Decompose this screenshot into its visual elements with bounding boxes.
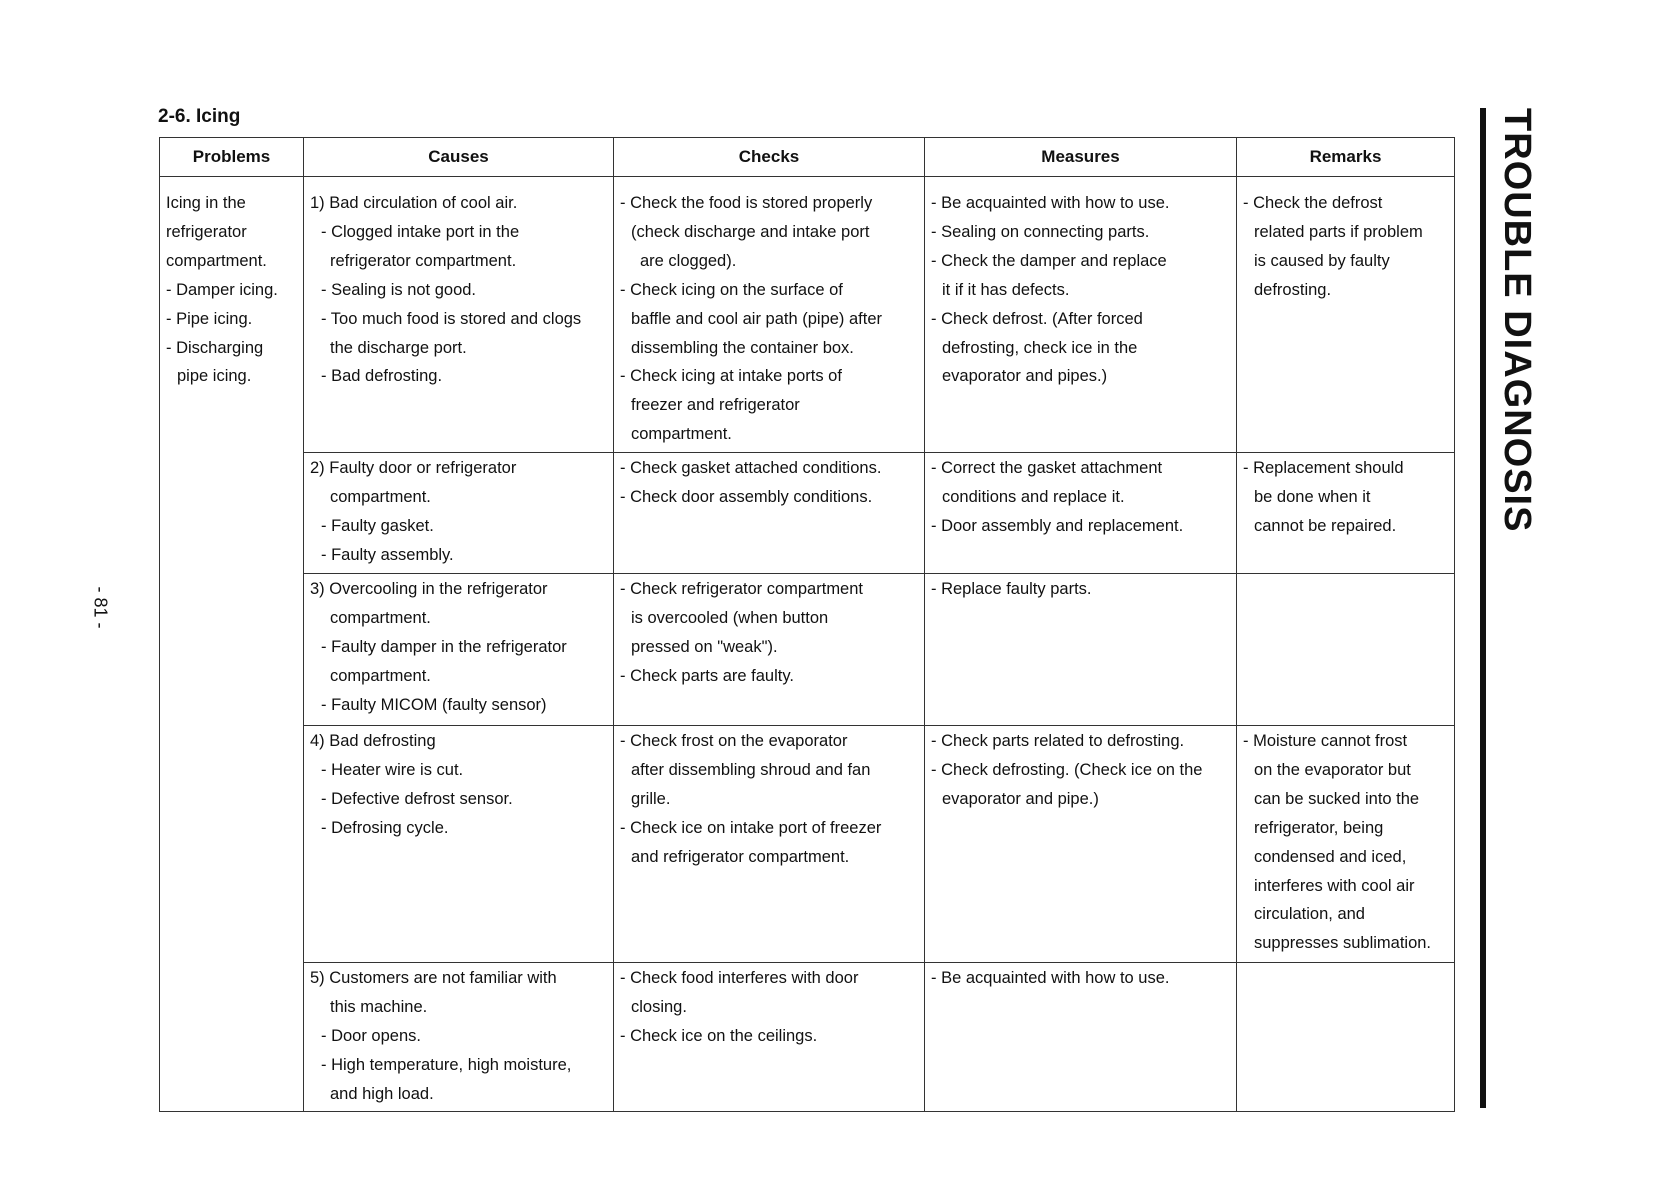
remarks-line: circulation, and	[1254, 905, 1365, 924]
causes-line: the discharge port.	[330, 338, 467, 357]
measures-cell	[925, 963, 1237, 1112]
side-tab	[1480, 108, 1550, 1108]
causes-line: - Heater wire is cut.	[321, 760, 464, 779]
measures-line: - Correct the gasket attachment	[931, 459, 1163, 477]
checks-line: - Check the food is stored properly	[620, 194, 873, 212]
header-problems: Problems	[160, 138, 304, 177]
remarks-line: - Replacement should	[1243, 459, 1404, 477]
checks-line: baffle and cool air path (pipe) after	[631, 309, 883, 328]
remarks-line: - Moisture cannot frost	[1243, 732, 1408, 750]
causes-cell	[304, 177, 614, 453]
remarks-line: cannot be repaired.	[1254, 516, 1397, 535]
causes-line: 2) Faulty door or refrigerator	[310, 459, 517, 477]
checks-cell	[614, 453, 925, 574]
remarks-line: related parts if problem	[1254, 222, 1423, 241]
checks-line: (check discharge and intake port	[631, 222, 870, 241]
section-title: 2-6. Icing	[158, 106, 241, 127]
checks-line: - Check icing on the surface of	[620, 280, 843, 299]
table-row	[160, 453, 1455, 574]
causes-line: compartment.	[330, 666, 431, 685]
checks-line: freezer and refrigerator	[631, 396, 800, 415]
causes-line: refrigerator compartment.	[330, 251, 517, 270]
table-header-row	[160, 138, 1455, 177]
table-row	[160, 177, 1455, 453]
table-row	[160, 574, 1455, 726]
remarks-line: on the evaporator but	[1254, 760, 1411, 779]
remarks-line: - Check the defrost	[1243, 194, 1383, 212]
remarks-line: interferes with cool air	[1254, 876, 1415, 895]
causes-line: 5) Customers are not familiar with	[310, 969, 557, 987]
measures-line: evaporator and pipe.)	[942, 789, 1099, 808]
measures-line: - Sealing on connecting parts.	[931, 222, 1150, 241]
checks-line: pressed on "weak").	[631, 637, 778, 656]
measures-line: - Be acquainted with how to use.	[931, 969, 1170, 987]
measures-line: evaporator and pipes.)	[942, 367, 1108, 386]
problem-line: - Damper icing.	[166, 280, 278, 299]
measures-cell	[925, 453, 1237, 574]
causes-line: 4) Bad defrosting	[310, 732, 436, 750]
causes-line: - Door opens.	[321, 1026, 421, 1045]
problem-line: compartment.	[166, 251, 267, 270]
causes-line: compartment.	[330, 487, 431, 506]
checks-cell	[614, 177, 925, 453]
measures-cell	[925, 574, 1237, 726]
checks-line: closing.	[631, 997, 687, 1016]
checks-line: - Check refrigerator compartment	[620, 580, 863, 598]
measures-line: - Door assembly and replacement.	[931, 516, 1184, 535]
remarks-cell	[1237, 963, 1455, 1112]
causes-line: - Defective defrost sensor.	[321, 789, 513, 808]
remarks-line: condensed and iced,	[1254, 847, 1407, 866]
measures-line: - Replace faulty parts.	[931, 580, 1092, 598]
checks-line: - Check ice on intake port of freezer	[620, 818, 882, 837]
causes-line: - Sealing is not good.	[321, 280, 477, 299]
remarks-cell	[1237, 453, 1455, 574]
remarks-cell	[1237, 574, 1455, 726]
causes-cell	[304, 574, 614, 726]
checks-line: - Check gasket attached conditions.	[620, 459, 882, 477]
checks-cell	[614, 963, 925, 1112]
causes-line: - Defrosing cycle.	[321, 818, 449, 837]
header-measures: Measures	[925, 138, 1237, 177]
causes-line: - Clogged intake port in the	[321, 222, 520, 241]
checks-line: - Check frost on the evaporator	[620, 732, 848, 750]
remarks-line: suppresses sublimation.	[1254, 934, 1432, 953]
causes-cell	[304, 453, 614, 574]
checks-line: and refrigerator compartment.	[631, 847, 850, 866]
causes-cell	[304, 963, 614, 1112]
side-title: TROUBLE DIAGNOSIS	[1496, 108, 1538, 533]
header-remarks: Remarks	[1237, 138, 1455, 177]
checks-line: after dissembling shroud and fan	[631, 760, 871, 779]
measures-line: - Check parts related to defrosting.	[931, 732, 1185, 750]
checks-line: are clogged).	[640, 251, 737, 270]
problem-line: - Pipe icing.	[166, 309, 253, 328]
checks-line: - Check door assembly conditions.	[620, 487, 873, 506]
remarks-line: can be sucked into the	[1254, 789, 1420, 808]
measures-line: defrosting, check ice in the	[942, 338, 1138, 357]
checks-line: is overcooled (when button	[631, 608, 829, 627]
causes-line: 3) Overcooling in the refrigerator	[310, 580, 548, 598]
causes-line: - Faulty MICOM (faulty sensor)	[321, 695, 547, 714]
causes-line: - Too much food is stored and clogs	[321, 309, 582, 328]
checks-line: grille.	[631, 789, 671, 808]
causes-line: 1) Bad circulation of cool air.	[310, 194, 518, 212]
measures-line: - Check defrosting. (Check ice on the	[931, 760, 1203, 779]
checks-line: - Check food interferes with door	[620, 969, 859, 987]
table-row	[160, 963, 1455, 1112]
measures-line: - Check the damper and replace	[931, 251, 1167, 270]
remarks-cell	[1237, 726, 1455, 963]
checks-line: - Check parts are faulty.	[620, 666, 794, 685]
remarks-line: refrigerator, being	[1254, 818, 1384, 837]
causes-line: this machine.	[330, 997, 428, 1016]
remarks-line: is caused by faulty	[1254, 251, 1390, 270]
measures-cell	[925, 177, 1237, 453]
remarks-cell	[1237, 177, 1455, 453]
problem-line: - Discharging	[166, 338, 264, 357]
table-row	[160, 726, 1455, 963]
checks-line: compartment.	[631, 425, 732, 444]
causes-line: and high load.	[330, 1084, 434, 1103]
causes-line: - Faulty damper in the refrigerator	[321, 637, 567, 656]
causes-line: - High temperature, high moisture,	[321, 1055, 572, 1074]
checks-line: - Check ice on the ceilings.	[620, 1026, 818, 1045]
problem-line: pipe icing.	[177, 367, 252, 386]
problem-line: refrigerator	[166, 222, 247, 241]
icing-diagnosis-table	[159, 137, 1455, 1112]
problem-line: Icing in the	[166, 194, 246, 212]
header-checks: Checks	[614, 138, 925, 177]
causes-line: - Faulty assembly.	[321, 545, 454, 564]
header-causes: Causes	[304, 138, 614, 177]
measures-line: - Check defrost. (After forced	[931, 309, 1143, 328]
causes-line: - Bad defrosting.	[321, 367, 443, 386]
measures-line: conditions and replace it.	[942, 487, 1125, 506]
side-divider-bar	[1480, 108, 1486, 1108]
checks-cell	[614, 574, 925, 726]
causes-line: compartment.	[330, 608, 431, 627]
remarks-line: defrosting.	[1254, 280, 1332, 299]
measures-cell	[925, 726, 1237, 963]
remarks-line: be done when it	[1254, 487, 1371, 506]
checks-line: - Check icing at intake ports of	[620, 367, 842, 386]
causes-cell	[304, 726, 614, 963]
checks-cell	[614, 726, 925, 963]
measures-line: - Be acquainted with how to use.	[931, 194, 1170, 212]
causes-line: - Faulty gasket.	[321, 516, 434, 535]
measures-line: it if it has defects.	[942, 280, 1070, 299]
problem-cell	[160, 177, 304, 1112]
checks-line: dissembling the container box.	[631, 338, 854, 357]
page-number: - 81 -	[90, 586, 111, 629]
